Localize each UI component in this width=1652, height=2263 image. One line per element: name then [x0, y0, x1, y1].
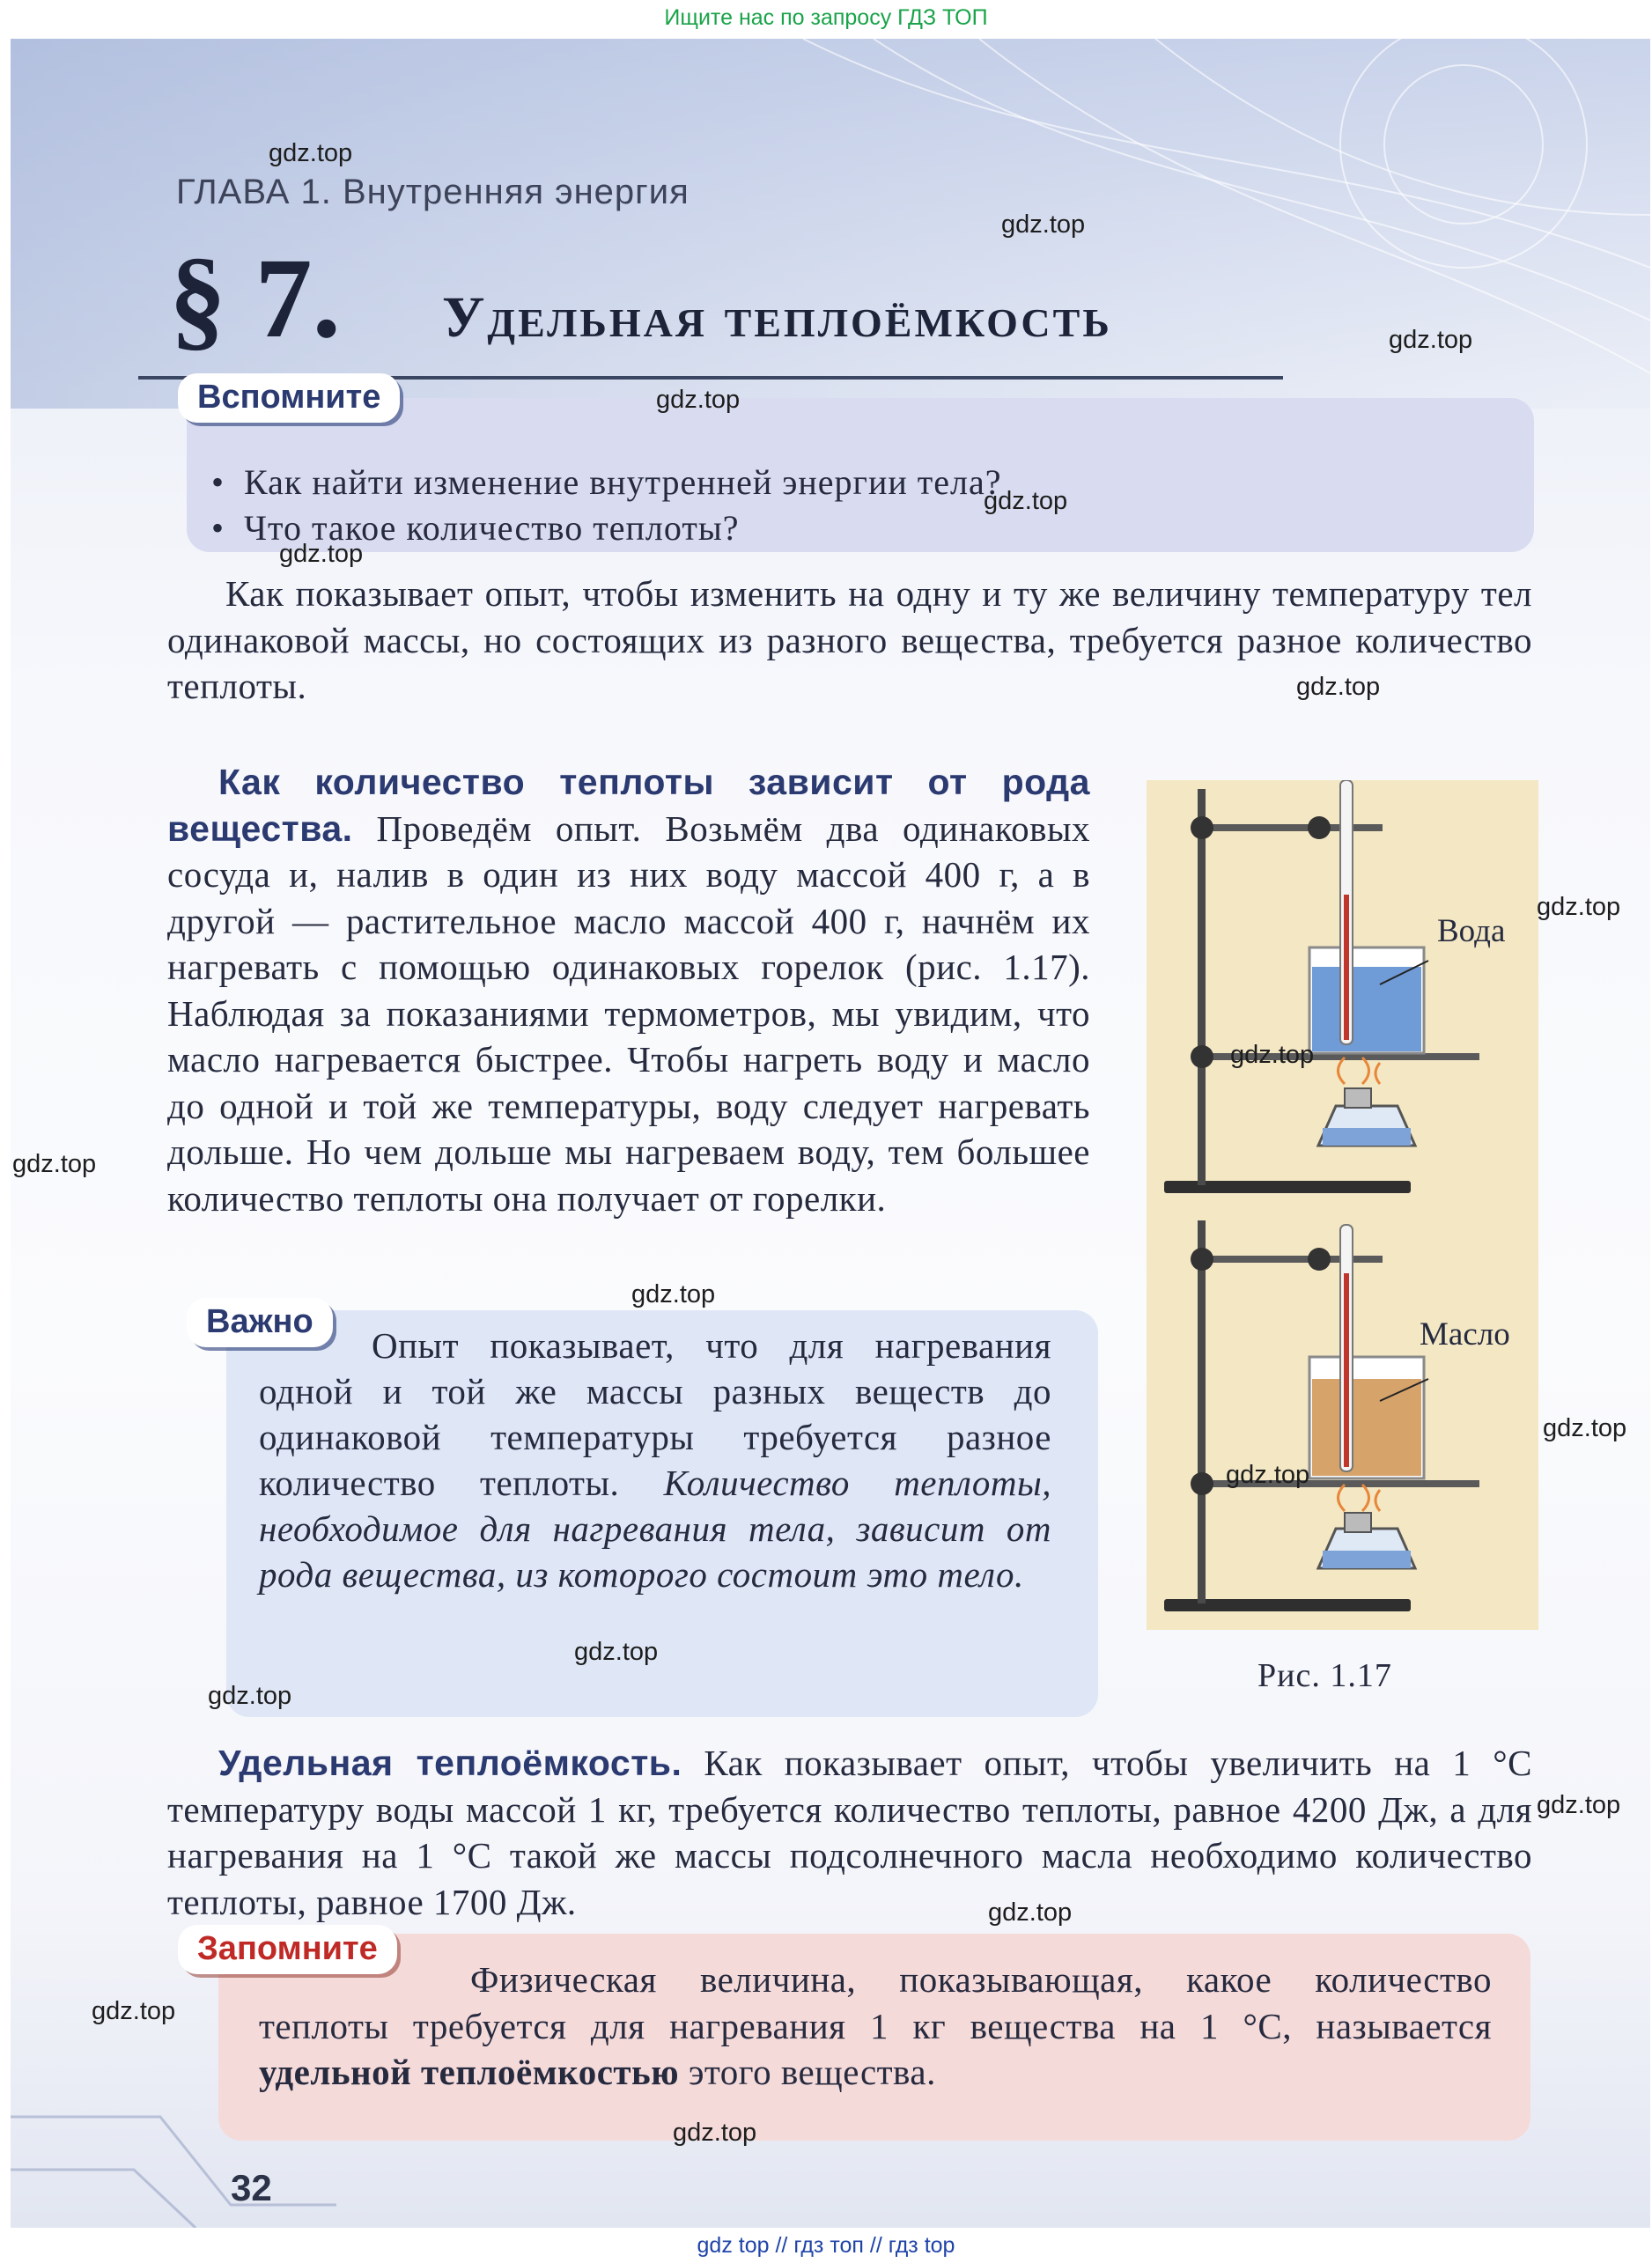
figure-1-17: [1147, 780, 1538, 1630]
watermark: gdz.top: [1537, 893, 1621, 921]
watermark: gdz.top: [1226, 1461, 1310, 1489]
remember-tag: Вспомните: [178, 373, 400, 423]
oil-setup: [1164, 1220, 1479, 1611]
label-oil: Масло: [1420, 1316, 1510, 1353]
watermark: gdz.top: [1296, 673, 1381, 701]
textbook-page: [11, 39, 1650, 2228]
paragraph-number: § 7.: [169, 235, 341, 362]
paragraph-title: Удельная теплоёмкость: [442, 285, 1112, 350]
important-tag: Важно: [187, 1298, 333, 1347]
watermark: gdz.top: [92, 1997, 176, 2025]
watermark: gdz.top: [673, 2119, 757, 2147]
remember-question-1: [211, 460, 1001, 505]
watermark: gdz.top: [208, 1682, 292, 1710]
watermark: gdz.top: [269, 139, 353, 167]
section2-text: Как показывает опыт, чтобы увеличить на 1 °С температуру воды массой 1 кг, требуется количество теплоты, равное 4200 Дж, а для нагревания на 1 °С такой же массы подсолнечного масла необходимо количество теплоты, равное 1700 Дж.: [167, 1743, 1532, 1922]
important-plain-text: Опыт показывает, что для нагревания одной и той же массы разных веществ до одинаковой температуры требуется разное количество теплоты.: [259, 1325, 1051, 1503]
memorize-text-before: Физическая величина, показывающая, какое количество теплоты требуется для нагревания 1 кг вещества на 1 °С, называется: [259, 1959, 1492, 2046]
bullet-icon: •: [211, 508, 225, 548]
memorize-text-after: этого вещества.: [688, 2052, 936, 2092]
section1-heading: Как количество теплоты зависит от рода вещества.: [167, 762, 1090, 849]
watermark: gdz.top: [574, 1638, 659, 1666]
watermark: gdz.top: [279, 540, 364, 568]
page-number: 32: [231, 2167, 272, 2208]
important-italic-text: Количество теплоты, необходимое для нагревания тела, зависит от рода вещества, из которого состоит это тело.: [259, 1463, 1052, 1595]
bullet-icon: •: [211, 462, 225, 502]
important-text: [259, 1323, 1051, 1597]
watermark: gdz.top: [1230, 1041, 1315, 1069]
watermark: gdz.top: [984, 487, 1068, 515]
memorize-text: [259, 1957, 1492, 2096]
experiment-illustration: [1147, 780, 1538, 1630]
watermark: gdz.top: [12, 1150, 97, 1178]
question-text: Что такое количество теплоты?: [244, 508, 740, 548]
label-water: Вода: [1437, 913, 1506, 949]
memorize-tag: Запомните: [178, 1925, 397, 1974]
watermark: gdz.top: [988, 1898, 1073, 1927]
section2-paragraph: [167, 1740, 1532, 1925]
question-text: Как найти изменение внутренней энергии тела?: [244, 462, 1002, 502]
memorize-bold-term: удельной теплоёмкостью: [259, 2052, 680, 2092]
watermark: gdz.top: [1537, 1791, 1621, 1819]
section1-text: Проведём опыт. Возьмём два одинаковых сосуда и, налив в один из них воду массой 400 г, а в другой — растительное масло массой 400 г, начнём их нагревать с помощью одинаковых горелок (рис. 1.17). Наблюдая за показаниями термометров, мы увидим, что масло нагревается быстрее. Чтобы нагреть воду и масло до одной и той же температуры, воду следует нагревать дольше. Но чем дольше мы нагреваем воду, тем большее количество теплоты она получает от горелки.: [167, 807, 1090, 1219]
watermark: gdz.top: [1543, 1414, 1627, 1442]
chapter-title: ГЛАВА 1. Внутренняя энергия: [176, 173, 690, 211]
watermark: gdz.top: [1389, 326, 1473, 354]
watermark: gdz.top: [631, 1280, 716, 1308]
bottom-banner[interactable]: gdz top // гдз топ // гдз top: [697, 2233, 955, 2258]
section2-heading: Удельная теплоёмкость.: [218, 1743, 682, 1783]
watermark: gdz.top: [1001, 210, 1086, 239]
water-setup: [1164, 780, 1479, 1193]
top-banner[interactable]: Ищите нас по запросу ГДЗ ТОП: [664, 5, 988, 30]
watermark: gdz.top: [656, 386, 741, 414]
intro-text: Как показывает опыт, чтобы изменить на одну и ту же величину температуру тел одинаковой массы, но состоящих из разного вещества, требуется разное количество теплоты.: [167, 573, 1532, 706]
figure-caption: Рис. 1.17: [1257, 1657, 1392, 1694]
section1-paragraph: [167, 759, 1090, 1221]
